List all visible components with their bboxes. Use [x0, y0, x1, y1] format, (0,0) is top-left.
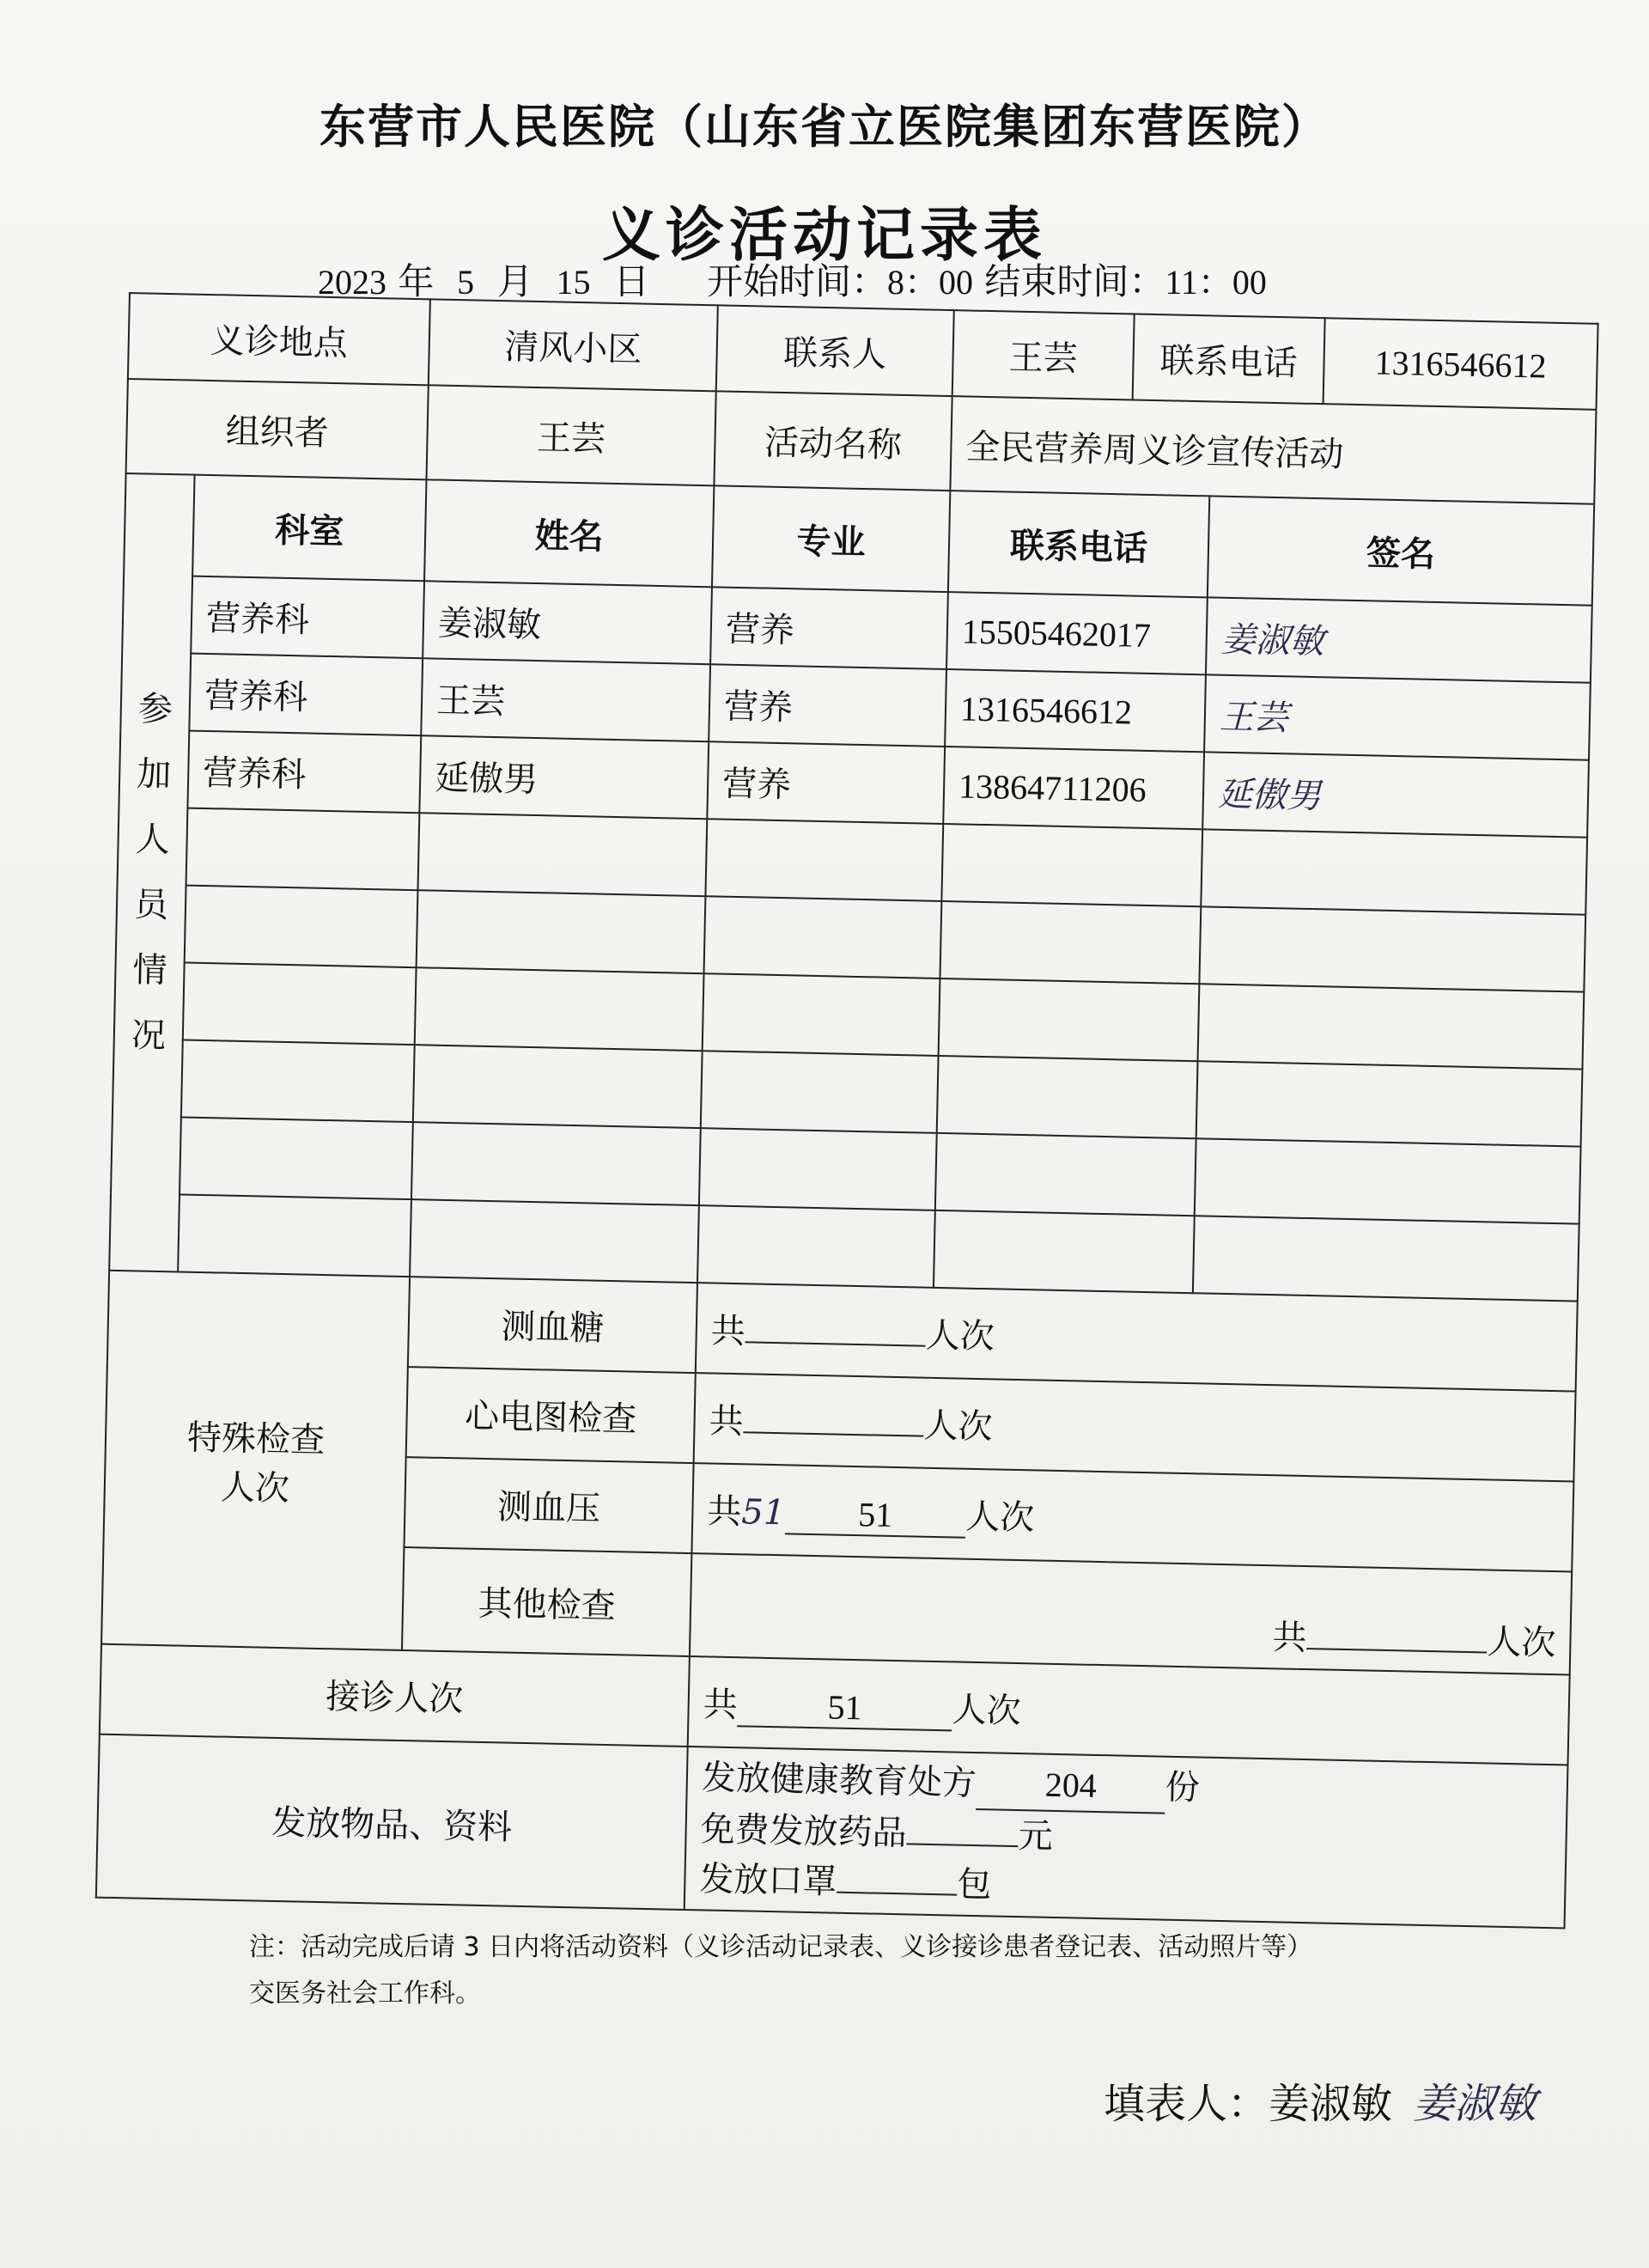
organizer-value: 王芸 [427, 385, 716, 485]
activity-value: 全民营养周义诊宣传活动 [950, 396, 1596, 504]
major-cell: 营养 [709, 664, 946, 747]
activity-label: 活动名称 [714, 391, 952, 491]
signature-cell: 王芸 [1204, 674, 1591, 759]
end-time-value: 11：00 [1165, 263, 1267, 302]
filler-signature: 姜淑敏 [1413, 2080, 1537, 2128]
month-value: 5 [457, 263, 475, 302]
signature-cell [1196, 1061, 1583, 1146]
name-cell [413, 1045, 703, 1128]
col-header-major: 专业 [712, 485, 950, 592]
name-cell [410, 1199, 699, 1283]
dept-cell [180, 1117, 413, 1199]
phone-cell: 1316546612 [945, 669, 1206, 752]
organizer-label: 组织者 [126, 379, 429, 479]
dept-cell [183, 963, 417, 1046]
record-form-table [95, 292, 1599, 1929]
dept-cell [185, 886, 418, 968]
year-unit: 年 [398, 260, 435, 302]
signature-cell [1198, 984, 1585, 1069]
phone-cell: 13864711206 [943, 747, 1204, 829]
phone-label: 联系电话 [1133, 314, 1325, 405]
name-cell: 王芸 [421, 658, 710, 741]
signature-cell: 延傲男 [1202, 752, 1589, 837]
footnote-line-2: 交医务社会工作科。 [249, 1978, 481, 2009]
materials-details [685, 1747, 1568, 1928]
name-cell [411, 1122, 701, 1205]
dept-cell: 营养科 [189, 654, 423, 736]
col-header-name: 姓名 [424, 479, 714, 587]
dept-cell [181, 1040, 415, 1123]
name-cell [417, 890, 706, 973]
major-cell: 营养 [710, 587, 948, 669]
contact-value: 王芸 [952, 310, 1135, 399]
signature-cell [1201, 829, 1587, 914]
col-header-dept: 科室 [192, 475, 426, 582]
special-item-count: 共 人次 [694, 1373, 1576, 1481]
phone-value: 1316546612 [1323, 318, 1598, 410]
phone-cell [940, 901, 1201, 984]
name-cell [415, 967, 704, 1051]
name-cell [417, 813, 707, 896]
phone-cell: 15505462017 [946, 592, 1208, 674]
col-header-phone: 联系电话 [948, 491, 1209, 597]
participants-side-label: 参 加 人 员 情 况 [109, 473, 194, 1271]
major-cell [697, 1205, 935, 1288]
visits-label: 接诊人次 [100, 1644, 690, 1747]
day-value: 15 [556, 263, 591, 302]
major-cell [703, 973, 940, 1056]
form-title: 义诊活动记录表 [601, 202, 1047, 270]
major-cell: 营养 [707, 741, 945, 824]
major-cell [704, 896, 942, 979]
drugs-line: 免费发放药品 元 [700, 1809, 1054, 1856]
name-cell: 延傲男 [419, 735, 709, 819]
month-unit: 月 [496, 260, 533, 302]
start-time-label: 开始时间： [706, 260, 887, 302]
phone-cell [941, 824, 1202, 906]
date-time-line [318, 253, 1267, 305]
visits-count: 共 51 人次 [688, 1656, 1570, 1765]
phone-cell [939, 979, 1200, 1061]
filler-label: 填表人：姜淑敏 [1104, 2080, 1393, 2128]
major-cell [701, 1051, 939, 1133]
special-item-count: 共 人次 [696, 1283, 1578, 1391]
hospital-name: 东营市人民医院（山东省立医院集团东营医院） [319, 100, 1330, 154]
dept-cell [178, 1194, 411, 1277]
major-cell [705, 819, 943, 901]
signature-cell [1199, 906, 1585, 991]
special-item-name: 其他检查 [402, 1547, 691, 1656]
materials-label: 发放物品、资料 [96, 1735, 688, 1910]
year-value: 2023 [318, 263, 386, 302]
filler-info [1104, 2070, 1536, 2130]
footnote-line-1: 注：活动完成后请 3 日内将活动资料（义诊活动记录表、义诊接诊患者登记表、活动照片等） [249, 1932, 1313, 1962]
footnote [249, 1924, 1312, 2017]
phone-cell [934, 1210, 1195, 1293]
signature-cell: 姜淑敏 [1206, 597, 1592, 682]
special-item-name: 测血压 [404, 1457, 693, 1553]
prescription-line: 发放健康教育处方 204 份 [701, 1753, 1553, 1822]
dept-cell: 营养科 [191, 576, 424, 659]
dept-cell [186, 808, 420, 891]
phone-cell [935, 1133, 1196, 1216]
contact-label: 联系人 [716, 305, 954, 396]
signature-cell [1193, 1216, 1579, 1301]
name-cell: 姜淑敏 [423, 581, 712, 664]
signature-cell [1195, 1138, 1581, 1223]
day-unit: 日 [613, 260, 650, 302]
phone-cell [937, 1056, 1198, 1138]
col-header-signature: 签名 [1208, 496, 1594, 605]
special-item-count: 共51 51 人次 [691, 1463, 1573, 1571]
special-item-name: 心电图检查 [406, 1367, 696, 1463]
special-item-count: 共 人次 [690, 1553, 1572, 1674]
location-value: 清风小区 [429, 299, 718, 391]
end-time-label: 结束时间： [984, 260, 1165, 302]
masks-line: 发放口罩 包 [698, 1859, 992, 1905]
major-cell [699, 1128, 937, 1210]
special-item-name: 测血糖 [408, 1277, 697, 1373]
start-time-value: 8：00 [887, 263, 973, 302]
location-label: 义诊地点 [128, 293, 430, 385]
dept-cell: 营养科 [187, 731, 421, 814]
special-check-label: 特殊检查人次 [101, 1271, 410, 1650]
materials-row [96, 1735, 1568, 1929]
